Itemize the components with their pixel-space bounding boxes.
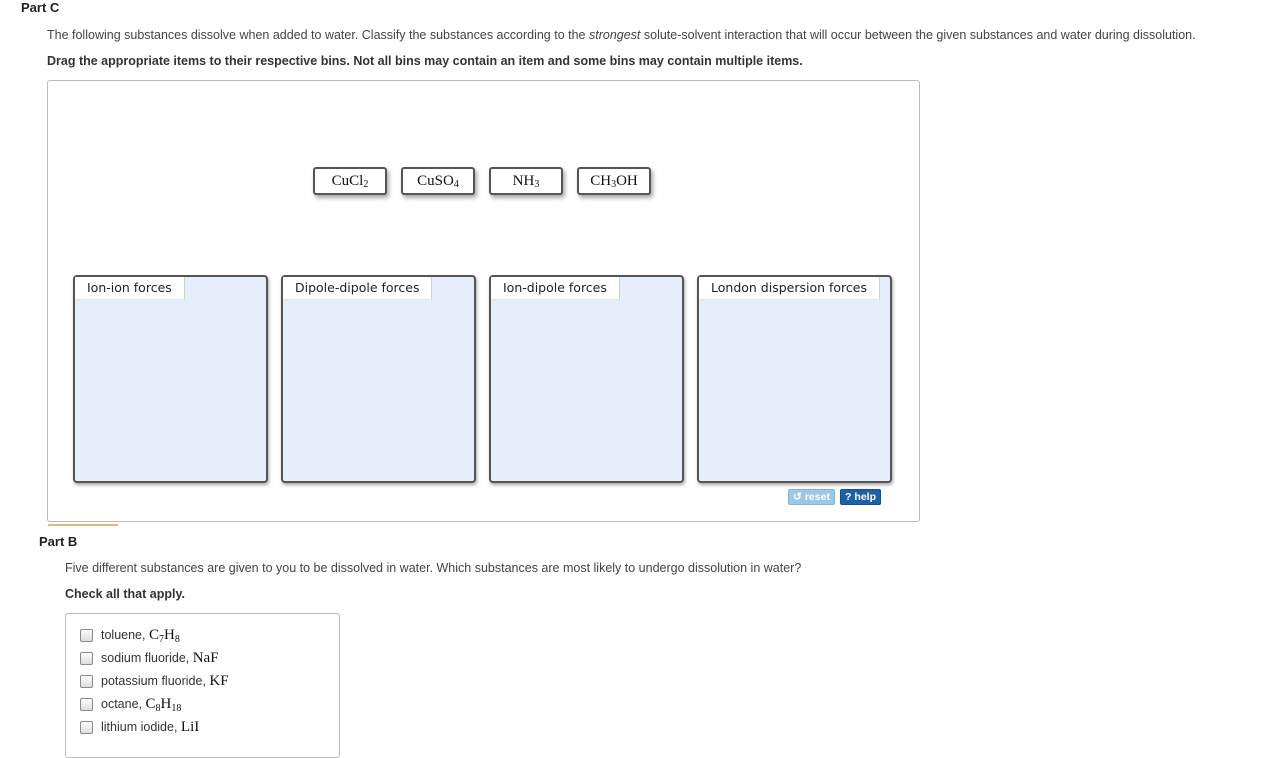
formula: $C_8H_{18}$ [145,695,182,714]
option-potassium-fluoride[interactable]: potassium fluoride, KF [80,671,229,691]
bin-label: London dispersion forces [699,277,880,300]
checkbox[interactable] [80,652,93,665]
token-nh3[interactable]: NH $_3$ [489,167,563,195]
reset-icon: ↺ [793,491,802,503]
part-b-instruction: Check all that apply. [65,587,185,601]
bin-label: Ion-dipole forces [491,277,620,300]
part-c-prompt [47,28,1262,42]
formula: NaF [192,649,219,666]
reset-button[interactable]: ↺ reset [788,489,835,505]
token-cucl2[interactable]: CuCl $_2$ [313,167,387,195]
bin-label: Ion-ion forces [75,277,185,300]
bin-dipole-dipole[interactable] [281,275,476,483]
option-lithium-iodide[interactable]: lithium iodide, LiI [80,717,199,737]
checkbox[interactable] [80,698,93,711]
option-toluene[interactable]: toluene, $C_7H_8$ [80,625,180,645]
part-divider [48,524,118,526]
prompt-emphasis: strongest [588,28,641,42]
bin-label: Dipole-dipole forces [283,277,432,300]
bin-drop-area[interactable] [699,299,890,481]
part-b-title: Part B [39,534,78,549]
checkbox[interactable] [80,675,93,688]
option-sodium-fluoride[interactable]: sodium fluoride, NaF [80,648,219,668]
checkbox[interactable] [80,629,93,642]
formula: KF [209,672,229,689]
formula: $C_7H_8$ [148,626,180,645]
bin-drop-area[interactable] [75,299,266,481]
bin-drop-area[interactable] [491,299,682,481]
help-button[interactable]: ? help [840,489,881,505]
token-cuso4[interactable]: CuSO $_4$ [401,167,475,195]
option-octane[interactable]: octane, $C_8H_{18}$ [80,694,181,714]
checkbox[interactable] [80,721,93,734]
bin-ion-ion[interactable] [73,275,268,483]
part-c-title: Part C [21,0,60,15]
part-c-instruction: Drag the appropriate items to their respective bins. Not all bins may contain an item and some bins may contain multiple items. [47,54,803,68]
bin-drop-area[interactable] [283,299,474,481]
prompt-text-end: solute-solvent interaction that will occur between the given substances and water during dissolution. [640,28,1196,42]
bin-ion-dipole[interactable] [489,275,684,483]
bin-london-dispersion[interactable] [697,275,892,483]
token-ch3oh[interactable]: CH $_3$ OH [577,167,651,195]
part-b-prompt: Five different substances are given to you to be dissolved in water. Which substances are most likely to undergo dissolution in water? [65,561,802,575]
prompt-text: The following substances dissolve when added to water. Classify the substances according to the [47,28,589,42]
help-icon: ? [844,491,852,503]
formula: LiI [180,718,200,735]
